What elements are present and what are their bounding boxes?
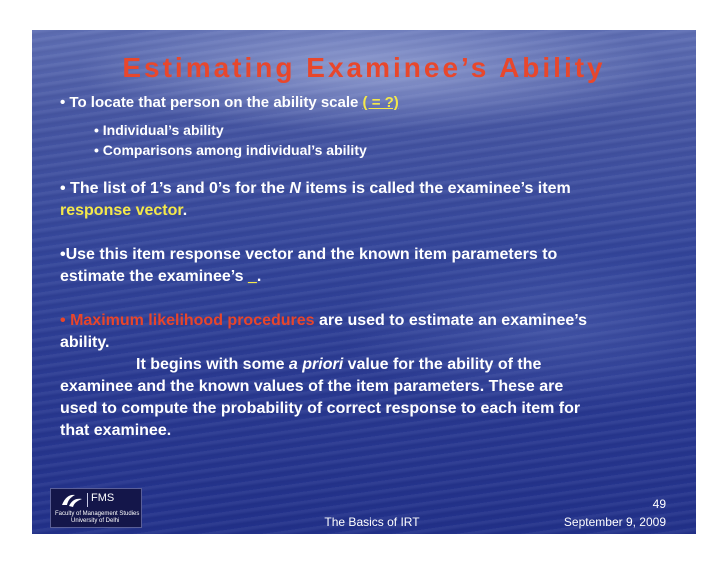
- ml-text-post: value for the ability of the: [347, 356, 542, 373]
- slide-body: [60, 92, 690, 442]
- bullet-ml-text: are used to estimate an examinee’s: [319, 312, 587, 329]
- n-italic: N: [289, 180, 301, 197]
- logo-separator: [87, 493, 88, 507]
- period: .: [182, 202, 188, 219]
- bullet-list-text: • The list of 1’s and 0’s for the: [60, 180, 285, 197]
- bullet-use-line2: [60, 266, 690, 288]
- fms-logo: [50, 488, 142, 528]
- bullet-use-line1: •Use this item response vector and the known item parameters to: [60, 246, 558, 263]
- bullet-ml-line3: [60, 354, 690, 376]
- footer-date: September 9, 2009: [563, 515, 666, 529]
- logo-university-text: University of Delhi: [71, 518, 120, 524]
- slide-title: Estimating Examinee’s Ability: [122, 52, 606, 83]
- a-priori-italic: a priori: [288, 356, 344, 373]
- theta-blank: _: [247, 268, 257, 285]
- theta-placeholder: ( = ?): [362, 94, 399, 111]
- sub-bullet-comparisons: • Comparisons among individual’s ability: [94, 142, 367, 158]
- bullet-ml-line4: examinee and the known values of the item parameters. These are: [60, 378, 564, 395]
- bullet-ml-line6: that examinee.: [60, 422, 172, 439]
- slide-number: 49: [652, 497, 666, 511]
- bullet-use-text: estimate the examinee’s: [60, 268, 244, 285]
- sub-bullet-individual: • Individual’s ability: [94, 122, 224, 138]
- bullet-ml-line2: ability.: [60, 334, 110, 351]
- slide: [32, 30, 696, 534]
- fms-logo-icon: [59, 491, 85, 509]
- bullet-ml-line5: used to compute the probability of correct response to each item for: [60, 400, 581, 417]
- bullet-list-line2: [60, 200, 690, 222]
- maximum-likelihood-term: Maximum likelihood procedures: [70, 312, 315, 329]
- bullet-list-text-post: items is called the examinee’s item: [305, 180, 571, 197]
- period: .: [256, 268, 262, 285]
- bullet-ml-line1: [60, 310, 690, 332]
- bullet-locate-text: • To locate that person on the ability scale: [60, 94, 359, 111]
- response-vector-term: response vector: [60, 202, 183, 219]
- logo-fms-text: FMS: [91, 492, 115, 504]
- bullet-list-line1: [60, 178, 690, 200]
- footer-title: The Basics of IRT: [324, 515, 420, 529]
- bullet-dot: •: [60, 312, 66, 329]
- bullet-locate: [60, 92, 690, 114]
- logo-faculty-text: Faculty of Management Studies: [55, 511, 140, 517]
- ml-text-pre: It begins with some: [136, 356, 285, 373]
